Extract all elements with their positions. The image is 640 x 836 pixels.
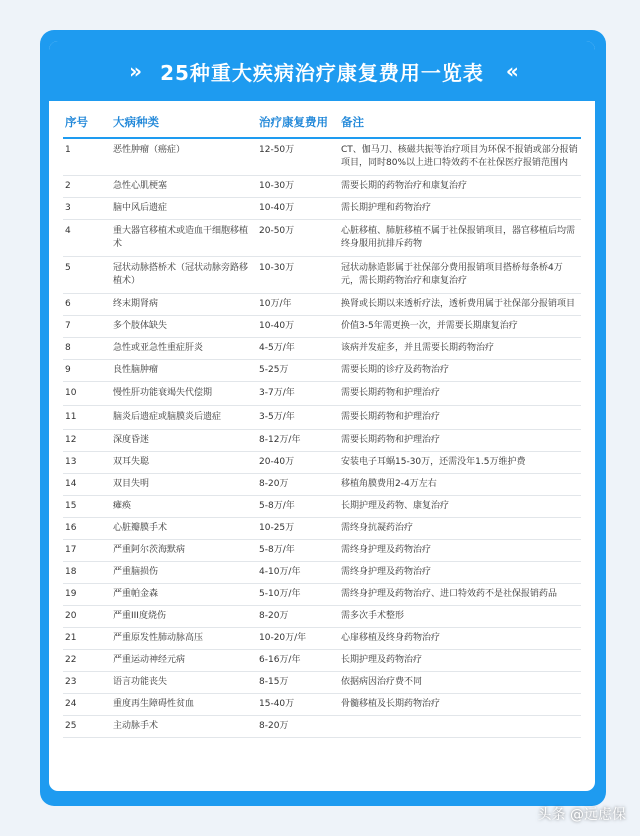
table-row	[63, 474, 581, 496]
cell-cost: 5-25万	[257, 360, 339, 382]
cell-cost: 15-40万	[257, 694, 339, 716]
cell-number: 24	[63, 694, 111, 716]
cell-note: 长期护理及药物、康复治疗	[339, 496, 581, 518]
table-row	[63, 584, 581, 606]
cell-number: 23	[63, 672, 111, 694]
chevron-right-double-icon: »	[129, 59, 139, 83]
cell-cost: 10-40万	[257, 316, 339, 338]
column-header-note: 备注	[339, 107, 581, 138]
cell-note: 长期护理及药物治疗	[339, 650, 581, 672]
cell-disease: 重度再生障碍性贫血	[111, 694, 257, 716]
cell-note: 需要长期药物和护理治疗	[339, 406, 581, 430]
cell-cost: 8-20万	[257, 474, 339, 496]
cost-table	[63, 107, 581, 738]
cell-note: 换肾或长期以来透析疗法，透析费用属于社保部分报销项目	[339, 294, 581, 316]
cell-disease: 严重阿尔茨海默病	[111, 540, 257, 562]
cell-number: 11	[63, 406, 111, 430]
cell-disease: 主动脉手术	[111, 716, 257, 738]
cell-number: 4	[63, 220, 111, 257]
cell-number: 1	[63, 138, 111, 176]
table-row	[63, 430, 581, 452]
column-header-number: 序号	[63, 107, 111, 138]
cell-cost: 3-7万/年	[257, 382, 339, 406]
cell-disease: 良性脑肿瘤	[111, 360, 257, 382]
table-row	[63, 628, 581, 650]
cell-note: 需要长期的药物治疗和康复治疗	[339, 176, 581, 198]
cell-number: 16	[63, 518, 111, 540]
cell-number: 12	[63, 430, 111, 452]
cell-cost: 8-12万/年	[257, 430, 339, 452]
table-row	[63, 382, 581, 406]
cell-cost: 10-30万	[257, 176, 339, 198]
cell-number: 14	[63, 474, 111, 496]
cell-cost: 20-50万	[257, 220, 339, 257]
cell-note: 需终身护理及药物治疗、进口特效药不是社保报销药品	[339, 584, 581, 606]
cell-disease: 多个肢体缺失	[111, 316, 257, 338]
cell-disease: 双耳失聪	[111, 452, 257, 474]
cell-number: 3	[63, 198, 111, 220]
cell-note: 心脏移植、肺脏移植不属于社保报销项目，器官移植后均需终身服用抗排斥药物	[339, 220, 581, 257]
cell-cost: 8-20万	[257, 716, 339, 738]
cell-cost: 5-8万/年	[257, 496, 339, 518]
cell-cost: 20-40万	[257, 452, 339, 474]
cell-disease: 重大器官移植术或造血干细胞移植术	[111, 220, 257, 257]
cell-disease: 深度昏迷	[111, 430, 257, 452]
cell-note: 冠状动脉造影属于社保部分费用报销项目搭桥每条桥4万元，需长期药物治疗和康复治疗	[339, 257, 581, 294]
cell-disease: 严重运动神经元病	[111, 650, 257, 672]
cell-note: 安装电子耳蜗15-30万，还需没年1.5万维护费	[339, 452, 581, 474]
table-row	[63, 406, 581, 430]
cell-cost: 10-25万	[257, 518, 339, 540]
table-row	[63, 360, 581, 382]
cell-number: 13	[63, 452, 111, 474]
cell-number: 5	[63, 257, 111, 294]
table-body	[63, 138, 581, 738]
cell-note: 依据病因治疗费不同	[339, 672, 581, 694]
cell-number: 18	[63, 562, 111, 584]
cell-note: 需终身抗凝药治疗	[339, 518, 581, 540]
chevron-left-double-icon: «	[505, 59, 515, 83]
cell-note: 价值3-5年需更换一次，并需要长期康复治疗	[339, 316, 581, 338]
cell-disease: 急性或亚急性重症肝炎	[111, 338, 257, 360]
cell-note: 骨髓移植及长期药物治疗	[339, 694, 581, 716]
table-row	[63, 606, 581, 628]
cell-cost: 4-5万/年	[257, 338, 339, 360]
cell-note	[339, 716, 581, 738]
cell-cost: 10万/年	[257, 294, 339, 316]
column-header-disease: 大病种类	[111, 107, 257, 138]
cell-number: 9	[63, 360, 111, 382]
cell-cost: 3-5万/年	[257, 406, 339, 430]
table-row	[63, 650, 581, 672]
cell-note: 需要长期药物和护理治疗	[339, 382, 581, 406]
cell-note: 该病并发症多，并且需要长期药物治疗	[339, 338, 581, 360]
table-row	[63, 316, 581, 338]
cell-number: 15	[63, 496, 111, 518]
cell-cost: 5-10万/年	[257, 584, 339, 606]
table-row	[63, 257, 581, 294]
cell-cost: 10-30万	[257, 257, 339, 294]
table-row	[63, 562, 581, 584]
cell-note: 需要长期的诊疗及药物治疗	[339, 360, 581, 382]
table-row	[63, 716, 581, 738]
cell-number: 25	[63, 716, 111, 738]
table-row	[63, 138, 581, 176]
cell-disease: 急性心肌梗塞	[111, 176, 257, 198]
cell-number: 2	[63, 176, 111, 198]
table-row	[63, 518, 581, 540]
table-row	[63, 452, 581, 474]
cell-disease: 恶性肿瘤（癌症）	[111, 138, 257, 176]
title-banner	[49, 41, 595, 101]
cost-table-wrapper	[63, 107, 581, 738]
cell-disease: 心脏瓣膜手术	[111, 518, 257, 540]
cell-note: 需终身护理及药物治疗	[339, 562, 581, 584]
cell-number: 19	[63, 584, 111, 606]
table-row	[63, 220, 581, 257]
table-row	[63, 540, 581, 562]
cell-cost: 12-50万	[257, 138, 339, 176]
cell-note: 需要长期药物和护理治疗	[339, 430, 581, 452]
cell-number: 8	[63, 338, 111, 360]
cell-number: 20	[63, 606, 111, 628]
cell-note: 需多次手术整形	[339, 606, 581, 628]
table-row	[63, 294, 581, 316]
table-row	[63, 176, 581, 198]
watermark: 头条 @远虑保	[537, 807, 626, 823]
cell-disease: 慢性肝功能衰竭失代偿期	[111, 382, 257, 406]
table-row	[63, 338, 581, 360]
cell-cost: 8-20万	[257, 606, 339, 628]
cell-number: 7	[63, 316, 111, 338]
cell-cost: 5-8万/年	[257, 540, 339, 562]
cell-cost: 10-40万	[257, 198, 339, 220]
cell-disease: 脑炎后遗症或脑膜炎后遗症	[111, 406, 257, 430]
cell-note: 需长期护理和药物治疗	[339, 198, 581, 220]
page-title: 25种重大疾病治疗康复费用一览表	[160, 60, 484, 85]
cell-cost: 6-16万/年	[257, 650, 339, 672]
table-row	[63, 198, 581, 220]
cell-note: 心扉移植及终身药物治疗	[339, 628, 581, 650]
table-header-row	[63, 107, 581, 138]
cell-cost: 4-10万/年	[257, 562, 339, 584]
table-row	[63, 672, 581, 694]
cell-number: 21	[63, 628, 111, 650]
cost-table-card	[46, 38, 598, 794]
table-row	[63, 496, 581, 518]
cell-disease: 严重帕金森	[111, 584, 257, 606]
cell-disease: 严重原发性肺动脉高压	[111, 628, 257, 650]
cell-disease: 严重脑损伤	[111, 562, 257, 584]
column-header-cost: 治疗康复费用	[257, 107, 339, 138]
cell-disease: 严重III度烧伤	[111, 606, 257, 628]
cell-disease: 冠状动脉搭桥术（冠状动脉旁路移植术）	[111, 257, 257, 294]
cell-disease: 语言功能丧失	[111, 672, 257, 694]
cell-disease: 双目失明	[111, 474, 257, 496]
cell-disease: 脑中风后遗症	[111, 198, 257, 220]
cell-number: 22	[63, 650, 111, 672]
cell-note: 移植角膜费用2-4万左右	[339, 474, 581, 496]
cell-number: 17	[63, 540, 111, 562]
table-row	[63, 694, 581, 716]
cell-disease: 终末期肾病	[111, 294, 257, 316]
cell-note: CT、伽马刀、核磁共振等治疗项目为环保不报销或部分报销项目，同时80%以上进口特效药不在社保医疗报销范围内	[339, 138, 581, 176]
cell-number: 10	[63, 382, 111, 406]
cell-number: 6	[63, 294, 111, 316]
cell-disease: 瘫痪	[111, 496, 257, 518]
cell-note: 需终身护理及药物治疗	[339, 540, 581, 562]
cell-cost: 8-15万	[257, 672, 339, 694]
cell-cost: 10-20万/年	[257, 628, 339, 650]
